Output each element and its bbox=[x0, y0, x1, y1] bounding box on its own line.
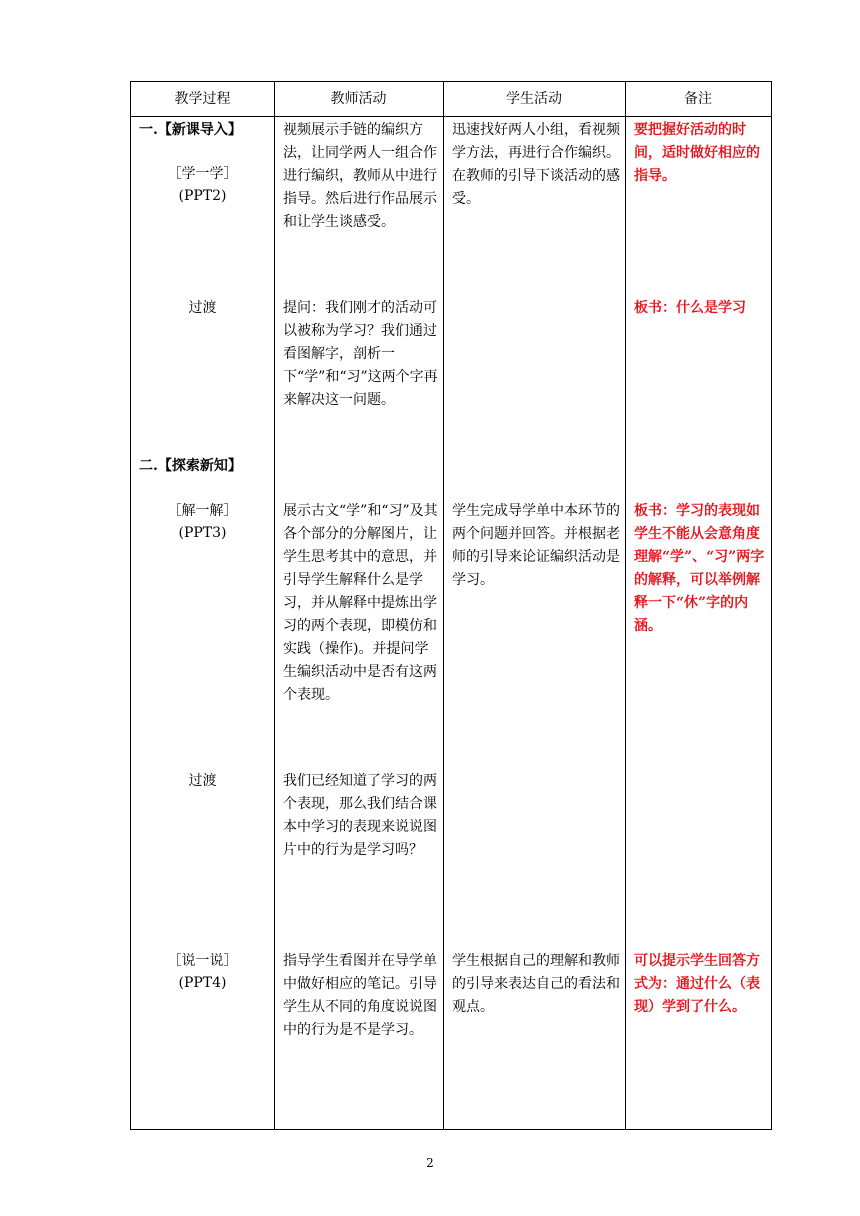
note-discuss: 可以提示学生回答方式为：通过什么（表现）学到了什么。 bbox=[634, 953, 760, 1015]
header-notes: 备注 bbox=[684, 91, 712, 107]
section-heading-explore: 二.【探索新知】 bbox=[139, 458, 242, 474]
note-explain: 板书：学习的表现如学生不能从会意角度理解“学”、“习”两字的解释，可以举例解释一下“休”字的内涵。 bbox=[634, 503, 765, 634]
section-heading-intro: 一.【新课导入】 bbox=[139, 122, 242, 138]
teacher-activity-explain: 展示古文“学”和“习”及其各个部分的分解图片，让学生思考其中的意思，并引导学生解释什么是学习，并从解释中提炼出学习的两个表现，即模仿和实践（操作)。并提问学生编织活动中是否有这两个表现。 bbox=[283, 503, 438, 703]
column-divider bbox=[443, 82, 444, 1129]
header-student: 学生活动 bbox=[506, 91, 562, 107]
note-transition-1: 板书：什么是学习 bbox=[634, 300, 746, 316]
lesson-plan-table bbox=[130, 81, 772, 1130]
student-activity-discuss: 学生根据自己的理解和教师的引导来表达自己的看法和观点。 bbox=[452, 953, 620, 1015]
column-divider bbox=[274, 82, 275, 1129]
step-label-learn: ［学一学］ bbox=[167, 166, 238, 182]
header-teacher: 教师活动 bbox=[330, 91, 387, 107]
teacher-activity-discuss: 指导学生看图并在导学单中做好相应的笔记。引导学生从不同的角度说说图中的行为是不是学习。 bbox=[283, 953, 437, 1038]
column-divider bbox=[625, 82, 626, 1129]
header-process: 教学过程 bbox=[174, 91, 231, 107]
transition-label-1: 过渡 bbox=[188, 300, 217, 316]
student-activity-intro: 迅速找好两人小组，看视频学方法，再进行合作编织。在教师的引导下谈活动的感受。 bbox=[452, 122, 620, 207]
step-label-explain: ［解一解］ bbox=[167, 503, 238, 519]
teacher-activity-transition-1: 提问：我们刚才的活动可以被称为学习？我们通过看图解字，剖析一下“学”和“习”这两个字再来解决这一问题。 bbox=[283, 300, 438, 408]
student-activity-explain: 学生完成导学单中本环节的两个问题并回答。并根据老师的引导来论证编织活动是学习。 bbox=[452, 503, 620, 588]
transition-label-2: 过渡 bbox=[188, 773, 217, 789]
step-label-discuss: ［说一说］ bbox=[167, 953, 238, 969]
step-ppt-4: (PPT4) bbox=[178, 975, 227, 991]
step-ppt-2: (PPT2) bbox=[178, 188, 227, 204]
teacher-activity-intro: 视频展示手链的编织方法，让同学两人一组合作进行编织，教师从中进行指导。然后进行作品展示和让学生谈感受。 bbox=[283, 122, 437, 230]
note-intro: 要把握好活动的时间，适时做好相应的指导。 bbox=[634, 122, 760, 184]
page-number: 2 bbox=[426, 1156, 434, 1170]
step-ppt-3: (PPT3) bbox=[178, 525, 227, 541]
teacher-activity-transition-2: 我们已经知道了学习的两个表现，那么我们结合课本中学习的表现来说说图片中的行为是学习吗？ bbox=[283, 773, 437, 858]
